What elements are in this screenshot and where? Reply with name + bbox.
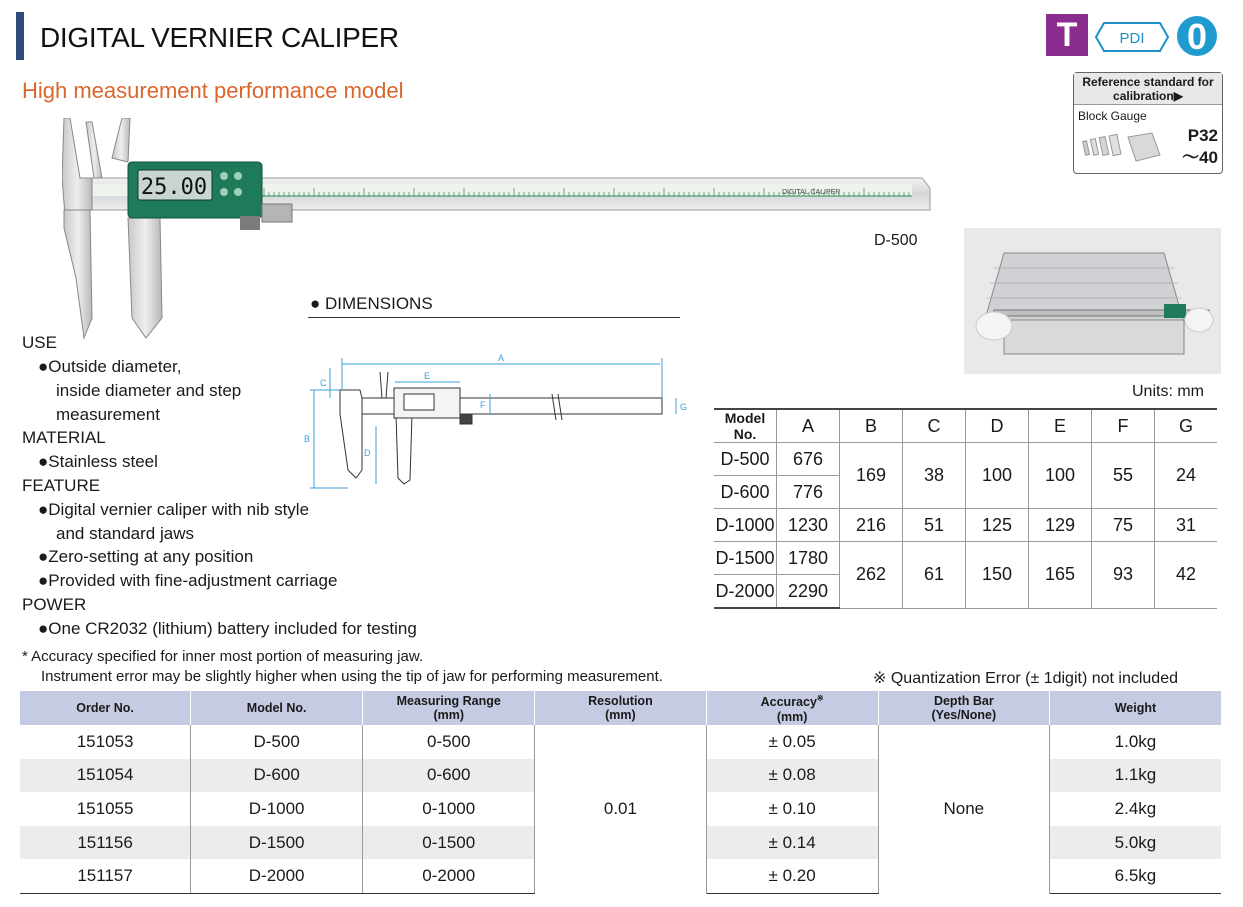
model-caption: D-500 xyxy=(874,232,918,249)
order-header-range xyxy=(363,691,535,725)
order-range: 0-2000 xyxy=(363,859,535,893)
dims-model: D-500 xyxy=(714,443,777,476)
order-weight: 1.1kg xyxy=(1049,759,1221,793)
calibration-range xyxy=(1174,125,1218,169)
pdi-text: PDI xyxy=(1119,30,1145,47)
scale-brand-text: DIGITAL CALIPER xyxy=(782,189,841,196)
caliper-product-image xyxy=(62,118,932,340)
dimensions-table xyxy=(714,408,1217,609)
order-depth-bar: None xyxy=(878,725,1049,893)
calibration-range-line1: P32 xyxy=(1187,126,1218,145)
dims-c: 51 xyxy=(903,509,966,542)
order-header-order: Order No. xyxy=(20,691,191,725)
res-header-line1: Resolution xyxy=(588,694,653,708)
page-title: DIGITAL VERNIER CALIPER xyxy=(40,22,399,53)
order-header-model: Model No. xyxy=(191,691,363,725)
dims-header-model: Model No. xyxy=(714,409,777,443)
order-accuracy: ± 0.20 xyxy=(706,859,878,893)
dims-e: 100 xyxy=(1029,443,1092,509)
dims-header-g: G xyxy=(1155,409,1218,443)
table-row xyxy=(20,725,1221,759)
order-model: D-600 xyxy=(191,759,363,793)
dims-header-d: D xyxy=(966,409,1029,443)
order-header-accuracy xyxy=(706,691,878,725)
order-no: 151156 xyxy=(20,826,191,860)
dims-header-row xyxy=(714,409,1217,443)
order-no: 151055 xyxy=(20,792,191,826)
pdi-badge-icon xyxy=(1094,20,1170,54)
feature-item1-line2: and standard jaws xyxy=(56,524,194,543)
dims-header-c: C xyxy=(903,409,966,443)
dims-b: 216 xyxy=(840,509,903,542)
depth-header-line2: (Yes/None) xyxy=(931,708,997,722)
dims-model: D-600 xyxy=(714,476,777,509)
order-weight: 6.5kg xyxy=(1049,859,1221,893)
dimensions-heading: ● DIMENSIONS xyxy=(310,294,433,313)
order-model: D-1000 xyxy=(191,792,363,826)
use-item-line1: ●Outside diameter, xyxy=(38,357,182,376)
dims-c: 38 xyxy=(903,443,966,509)
feature-item2: ●Zero-setting at any position xyxy=(38,547,254,566)
dims-header-e: E xyxy=(1029,409,1092,443)
dims-b: 169 xyxy=(840,443,903,509)
dim-label-b: B xyxy=(304,434,311,444)
order-range: 0-1500 xyxy=(363,826,535,860)
calibration-heading: Reference standard for calibration▶ xyxy=(1074,73,1222,105)
dims-header-a: A xyxy=(777,409,840,443)
range-header-line2: (mm) xyxy=(433,708,465,722)
units-label: Units: mm xyxy=(1132,383,1204,400)
order-range: 0-600 xyxy=(363,759,535,793)
dim-label-f: F xyxy=(480,400,486,410)
order-no: 151054 xyxy=(20,759,191,793)
dim-label-e: E xyxy=(424,371,431,381)
order-accuracy: ± 0.10 xyxy=(706,792,878,826)
order-resolution: 0.01 xyxy=(535,725,706,893)
dims-c: 61 xyxy=(903,542,966,609)
dimensions-diagram xyxy=(300,350,690,495)
lcd-display: 25.00 xyxy=(140,175,208,200)
dims-a: 676 xyxy=(777,443,840,476)
calibration-range-line2: 〜40 xyxy=(1182,148,1218,167)
title-accent-bar xyxy=(16,12,24,60)
dims-f: 75 xyxy=(1092,509,1155,542)
use-item-line3: measurement xyxy=(56,405,160,424)
dims-d: 150 xyxy=(966,542,1029,609)
use-label: USE xyxy=(22,333,57,352)
dims-a: 1230 xyxy=(777,509,840,542)
zero-text: 0 xyxy=(1186,16,1208,57)
order-weight: 2.4kg xyxy=(1114,798,1157,818)
page-subtitle: High measurement performance model xyxy=(22,78,404,103)
dims-d: 125 xyxy=(966,509,1029,542)
order-range: 0-1000 xyxy=(363,792,535,826)
order-model: D-1500 xyxy=(191,826,363,860)
zero-badge-icon xyxy=(1176,15,1218,57)
dimensions-rule xyxy=(308,317,680,318)
power-label: POWER xyxy=(22,595,87,614)
order-no: 151157 xyxy=(20,859,191,893)
feature-item1-line1: ●Digital vernier caliper with nib style xyxy=(38,500,310,519)
order-weight: 5.0kg xyxy=(1049,826,1221,860)
dims-d: 100 xyxy=(966,443,1029,509)
dim-label-a: A xyxy=(498,353,505,363)
order-accuracy: ± 0.08 xyxy=(706,759,878,793)
dims-b: 262 xyxy=(840,542,903,609)
depth-header-line1: Depth Bar xyxy=(933,694,994,708)
feature-label: FEATURE xyxy=(22,476,101,495)
feature-item3: ●Provided with fine-adjustment carriage xyxy=(38,571,338,590)
instrument-error-note: Instrument error may be slightly higher when using the tip of jaw for performing measurement. xyxy=(41,668,663,685)
dims-e: 165 xyxy=(1029,542,1092,609)
dims-model: D-1500 xyxy=(714,542,777,575)
dims-a: 776 xyxy=(777,476,840,509)
order-header-resolution xyxy=(535,691,706,725)
quantization-note: ※ Quantization Error (± 1digit) not included xyxy=(873,670,1178,687)
order-header-depth xyxy=(878,691,1049,725)
acc-header-line1: Accuracy xyxy=(760,695,817,710)
range-header-line1: Measuring Range xyxy=(396,694,501,708)
dim-label-d: D xyxy=(364,448,371,458)
dim-label-c: C xyxy=(320,378,327,388)
usage-photo xyxy=(964,228,1221,374)
block-gauge-icon xyxy=(1080,127,1166,167)
dims-a: 1780 xyxy=(777,542,840,575)
dim-label-g: G xyxy=(680,402,688,412)
power-item: ●One CR2032 (lithium) battery included for testing xyxy=(38,619,417,638)
use-item-line2: inside diameter and step xyxy=(56,381,242,400)
dims-g: 42 xyxy=(1155,542,1218,609)
res-header-line2: (mm) xyxy=(605,708,636,722)
dims-a: 2290 xyxy=(777,575,840,609)
table-row xyxy=(714,443,1217,476)
dims-e: 129 xyxy=(1029,509,1092,542)
dims-g: 31 xyxy=(1155,509,1218,542)
order-header-weight: Weight xyxy=(1049,691,1221,725)
dims-g: 24 xyxy=(1155,443,1218,509)
order-accuracy: ± 0.05 xyxy=(706,725,878,759)
calibration-gauge-label: Block Gauge xyxy=(1078,109,1147,123)
order-range: 0-500 xyxy=(363,725,535,759)
acc-header-line2: (mm) xyxy=(776,709,808,724)
dims-f: 93 xyxy=(1092,542,1155,609)
order-no: 151053 xyxy=(20,725,191,759)
order-accuracy: ± 0.14 xyxy=(706,826,878,860)
acc-header-mark: ※ xyxy=(816,694,824,704)
table-row xyxy=(714,542,1217,575)
order-header-row xyxy=(20,691,1221,725)
table-row xyxy=(714,509,1217,542)
dims-header-b: B xyxy=(840,409,903,443)
order-table xyxy=(20,691,1221,894)
t-badge-icon: T xyxy=(1046,14,1088,56)
dims-f: 55 xyxy=(1092,443,1155,509)
dims-header-f: F xyxy=(1092,409,1155,443)
order-model: D-2000 xyxy=(191,859,363,893)
accuracy-note: * Accuracy specified for inner most portion of measuring jaw. xyxy=(22,648,424,665)
dims-model: D-2000 xyxy=(714,575,777,609)
calibration-box xyxy=(1073,72,1223,174)
material-item: ●Stainless steel xyxy=(38,452,158,471)
order-model: D-500 xyxy=(191,725,363,759)
order-weight: 1.0kg xyxy=(1114,731,1157,751)
material-label: MATERIAL xyxy=(22,428,106,447)
dims-model: D-1000 xyxy=(714,509,777,542)
